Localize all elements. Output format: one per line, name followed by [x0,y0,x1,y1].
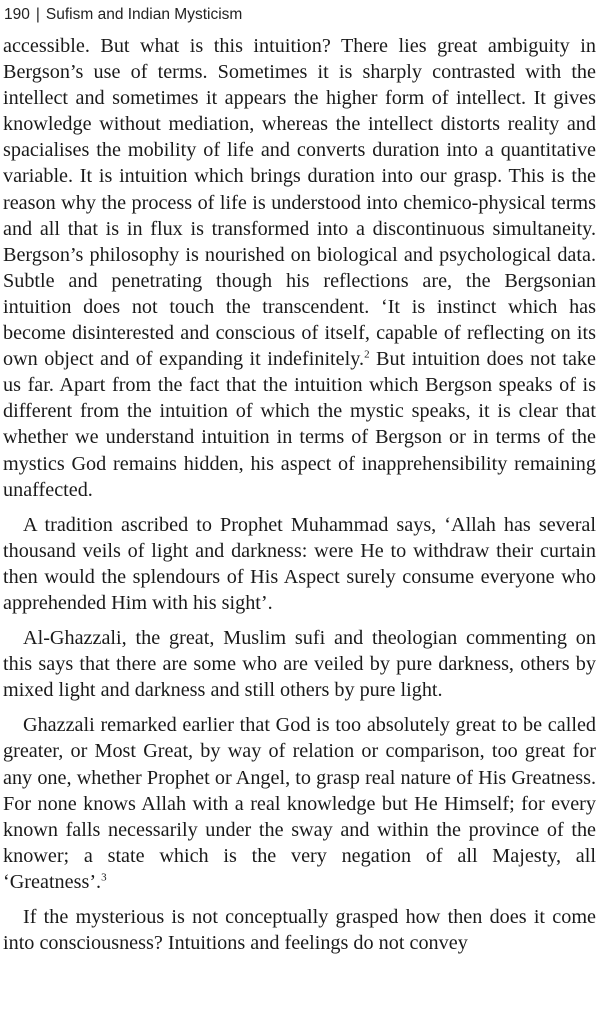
header-separator: | [35,6,40,23]
page-number: 190 [4,6,30,23]
paragraph-1-text-b: But intuition does not take us far. Apart from the fact that the intuition which Bergson speaks of is different from the intuition of which the mystic speaks, it is clear that whether we understand intuition in terms of Bergson or in terms of the mystics God remains hidden, his aspect of inapprehensibility remaining unaffected. [3,348,596,501]
footnote-ref-3: 3 [101,871,107,884]
running-head [4,5,596,33]
paragraph-2-text: A tradition ascribed to Prophet Muhammad says, ‘Allah has several thousand veils of light and darkness: were He to withdraw their curtain then would the splendours of His Aspect surely consume everyone who apprehended Him with his sight’. [3,513,596,614]
paragraph-1-text-a: accessible. But what is this intuition? There lies great ambiguity in Bergson’s use of terms. Sometimes it is sharply contrasted with the intellect and sometimes it appears the higher form of intellect. It gives knowledge without mediation, whereas the intellect distorts reality and spacialises the mobility of life and converts duration into a quantitative variable. It is intuition which brings duration into our grasp. This is the reason why the process of life is understood into chemico-physical terms and all that is in flux is transformed into a discontinuous simultaneity. Bergson’s philosophy is nourished on biological and psychological data. Subtle and penetrating though his reflections are, the Bergsonian intuition does not touch the transcendent. ‘It is instinct which has become disinterested and conscious of itself, capable of reflecting on its own object and of expanding it indefinitely. [3,35,596,371]
paragraph-2 [3,512,596,616]
paragraph-5 [3,904,596,956]
paragraph-5-text: If the mysterious is not conceptually grasped how then does it come into consciousness? Intuitions and feelings do not convey [3,906,596,955]
paragraph-1 [3,33,596,503]
paragraph-4-text: Ghazzali remarked earlier that God is too absolutely great to be called greater, or Most Great, by way of relation or comparison, too great for any one, whether Prophet or Angel, to grasp real nature of His Greatness. For none knows Allah with a real knowledge but He Himself; for every known falls necessarily under the sway and within the province of the knower; a state which is the very negation of all Majesty, all ‘Greatness’. [3,714,596,893]
paragraph-3 [3,625,596,703]
running-title: Sufism and Indian Mysticism [45,6,243,23]
paragraph-4 [3,712,596,895]
paragraph-3-text: Al-Ghazzali, the great, Muslim sufi and theologian commenting on this says that there are some who are veiled by pure darkness, others by mixed light and darkness and still others by pure light. [3,627,596,702]
footnote-ref-2: 2 [364,348,370,361]
body-text [3,33,596,956]
